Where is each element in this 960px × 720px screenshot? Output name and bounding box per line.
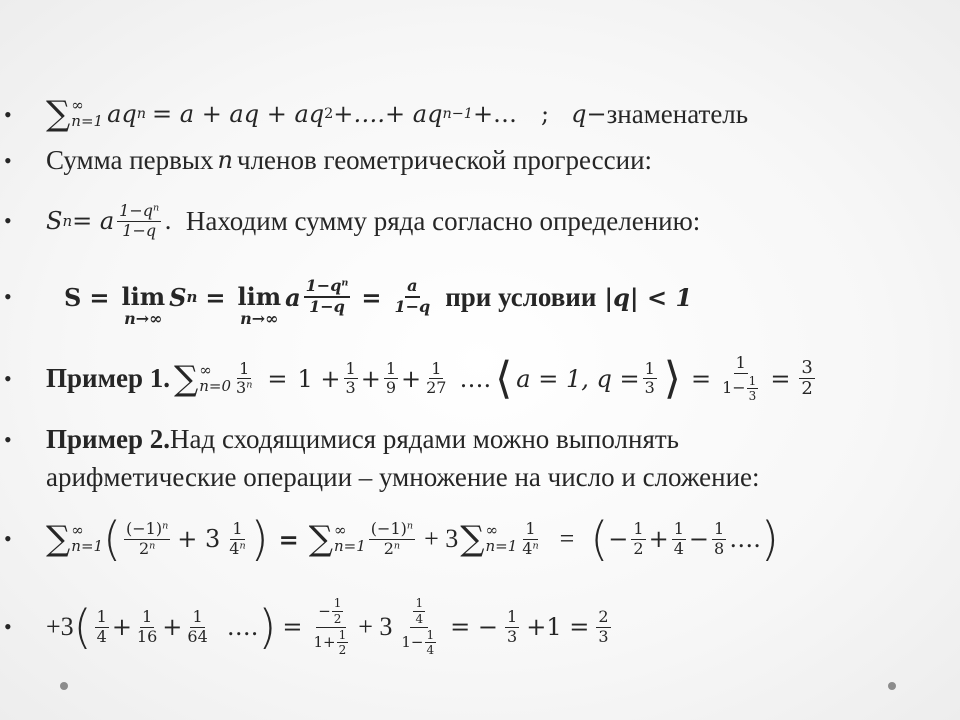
text-part-b: членов геометрической прогрессии:: [237, 144, 653, 175]
numerator-exponent: n: [341, 277, 349, 289]
fraction-numerator: 1: [142, 606, 153, 626]
sum-lower-limit: n=1: [71, 112, 104, 130]
limit-2: [237, 282, 281, 327]
fraction-denominator: 3: [644, 378, 655, 398]
q-symbol: q: [571, 100, 587, 128]
nested-fraction-half: [311, 597, 351, 656]
plus-three: + 3: [177, 525, 221, 553]
s-symbol: S: [64, 282, 82, 312]
example-1-row: [0, 342, 960, 416]
nested-denominator: 2: [333, 611, 342, 626]
plus-three: +3: [46, 612, 74, 641]
slide-nav-dot-right[interactable]: [888, 682, 896, 690]
expansion-c: +…: [472, 100, 518, 128]
fraction-numerator: 1: [192, 606, 203, 626]
minus: −: [688, 525, 709, 553]
fraction-numerator: 1: [239, 358, 250, 378]
ellipsis: ….: [459, 364, 492, 393]
bullet: •: [4, 148, 12, 173]
equals: =: [278, 524, 299, 554]
sum-lower-limit: n=0: [199, 376, 232, 395]
fraction-1-2: [631, 518, 645, 558]
limit-fraction: [304, 278, 351, 316]
denominator-prefix: 1+: [313, 632, 336, 651]
bullet: •: [4, 102, 12, 127]
fraction-1-4: [672, 518, 686, 558]
expansion-a: = a + aq + aq: [152, 100, 325, 128]
term-fraction: [234, 358, 254, 398]
dash: −: [586, 100, 607, 128]
term: aq: [107, 100, 137, 128]
fraction-denominator: 4: [229, 538, 240, 558]
sum-symbol-group: [46, 519, 104, 559]
nested-numerator: 1: [338, 627, 347, 642]
sum-symbol: ∑: [173, 358, 199, 399]
sum-lower-limit: n=1: [334, 537, 366, 555]
period: .: [164, 207, 172, 235]
fraction-3-2: [799, 356, 814, 400]
fraction-denominator: 8: [714, 538, 725, 558]
sum-symbol-group-3: [460, 519, 518, 559]
formula-row-final-result: [0, 584, 960, 670]
right-angle-bracket: ⟩: [663, 352, 681, 404]
fraction-numerator: 1: [385, 358, 397, 378]
fraction-denominator: 64: [187, 626, 208, 646]
lim-subscript: n→∞: [240, 308, 279, 328]
formula-row-series-definition: • ∑ ∞ n=1 aq n = a + aq + aq 2 +….+ aq n−1 +… ; q − знаменатель: [4, 94, 749, 134]
plus: +: [401, 364, 422, 393]
sn-subscript: n: [62, 212, 73, 230]
partial-sum-fraction: [117, 200, 161, 240]
plus-three-text: + 3: [358, 612, 393, 641]
fraction-denominator: 9: [385, 378, 397, 398]
fraction-q: [643, 358, 657, 398]
quarter-power-fraction-2: [520, 518, 540, 558]
fraction-2-3: [596, 606, 610, 646]
formula-row-partial-sum: [0, 192, 960, 250]
fraction-1-64: [185, 606, 209, 646]
nested-numerator: 1: [748, 373, 757, 388]
example-2-label: Пример 2.: [46, 423, 170, 454]
limit-1: [121, 282, 165, 327]
numerator-exponent: n: [162, 519, 169, 531]
fraction-numerator: 1: [644, 358, 655, 378]
bullet: •: [4, 526, 12, 551]
bullet: •: [4, 427, 12, 452]
sn-symbol: S: [169, 282, 187, 312]
equals: =: [559, 524, 575, 553]
left-paren: (: [73, 600, 92, 654]
fraction-denominator: 4: [673, 538, 684, 558]
fraction-1-27: [424, 358, 448, 398]
denominator-exponent: n: [393, 539, 401, 551]
alternating-fraction: [124, 518, 170, 558]
minus-sign: −: [318, 601, 331, 620]
equals-3: =: [361, 282, 382, 312]
nested-denominator: 3: [748, 389, 757, 404]
fraction-denominator: 3: [598, 626, 609, 646]
nested-denominator: 4: [415, 611, 424, 626]
sum-symbol: ∑: [46, 94, 71, 134]
sum-symbol: ∑: [46, 519, 71, 559]
result-fraction: [392, 278, 432, 316]
minus: −: [608, 525, 629, 553]
plus: +: [360, 364, 381, 393]
example-2-text: Над сходящимися рядами можно выполнять: [169, 423, 679, 454]
denominator-word: знаменатель: [606, 98, 749, 129]
n-symbol: n: [217, 146, 233, 174]
semicolon: ;: [541, 100, 550, 128]
bullet: •: [4, 366, 12, 391]
right-paren: ): [250, 512, 269, 566]
nested-fraction-quarter: [399, 597, 439, 656]
fraction-numerator: 1: [714, 518, 725, 538]
denominator-prefix: 1−: [401, 632, 424, 651]
fraction-denominator: 2: [138, 538, 150, 558]
sum-symbol: ∑: [308, 519, 334, 559]
sum-upper-limit: ∞: [334, 521, 347, 540]
quarter-power-fraction: [227, 518, 247, 558]
fraction-denominator: 1−q: [122, 220, 157, 240]
text-row-partial-sum-intro: [0, 140, 960, 180]
fraction-geometric-sum: [720, 355, 761, 403]
fraction-1-8: [712, 518, 726, 558]
fraction-numerator: 1: [525, 518, 536, 538]
plus: +: [162, 613, 183, 641]
fraction-numerator: 1: [633, 518, 644, 538]
fraction-denominator: 4: [96, 626, 107, 646]
ellipsis: ….: [729, 525, 761, 553]
condition: a = 1, q =: [516, 364, 640, 393]
bullet: •: [4, 614, 12, 639]
right-paren: ): [760, 512, 779, 566]
equals-a: = a: [72, 207, 115, 235]
fraction-numerator: 1: [96, 606, 107, 626]
denominator-exponent: n: [246, 379, 253, 391]
slide-nav-dot-left[interactable]: [60, 682, 68, 690]
bullet: •: [4, 284, 12, 309]
example-2-continuation: [0, 458, 960, 496]
fraction-numerator: 2: [598, 606, 609, 626]
numerator-exponent: n: [406, 519, 414, 531]
fraction-numerator: 3: [801, 356, 813, 378]
sum-upper-limit: ∞: [485, 521, 499, 540]
denominator-exponent: n: [149, 539, 156, 551]
fraction-denominator: 2: [801, 378, 813, 400]
sum-lower-limit: n=1: [485, 537, 518, 555]
lim-word: lim: [121, 281, 166, 311]
equals-minus: = −: [450, 613, 499, 641]
fraction-denominator: 1−q: [309, 297, 345, 316]
fraction-numerator: 1−q: [305, 276, 342, 296]
nested-denominator: 2: [338, 643, 347, 658]
fraction-numerator: 1: [232, 518, 243, 538]
fraction-denominator: 2: [633, 538, 644, 558]
fraction-1-4: [95, 606, 109, 646]
ellipsis: ….: [226, 613, 259, 641]
equals-1: =: [89, 282, 110, 312]
fraction-numerator: 1: [507, 606, 518, 626]
condition-text: при условии: [445, 281, 597, 312]
condition-math: |q| < 1: [604, 282, 693, 312]
fraction-denominator: 3: [236, 378, 247, 398]
equals: =: [282, 613, 303, 641]
sum-symbol: ∑: [460, 519, 485, 559]
plus: +: [648, 525, 669, 553]
nested-denominator: 4: [426, 643, 435, 658]
fraction-numerator: 1: [673, 518, 684, 538]
left-paren: (: [590, 512, 609, 566]
numerator-exponent: n: [153, 201, 160, 213]
fraction-1-3: [344, 358, 358, 398]
fraction-denominator: 1−q: [394, 297, 431, 316]
definition-text: Находим сумму ряда согласно определению:: [185, 205, 701, 236]
lim-subscript: n→∞: [124, 308, 163, 328]
plus-three-text: + 3: [424, 524, 459, 553]
one-plus: 1 +: [297, 364, 341, 393]
fraction-denominator: 3: [507, 626, 518, 646]
sum-lower-limit: n=1: [71, 537, 104, 555]
formula-row-series-sum-limit: [0, 264, 960, 330]
fraction-numerator: a: [405, 278, 419, 298]
left-angle-bracket: ⟨: [495, 352, 513, 404]
nested-numerator: 1: [415, 596, 424, 611]
sum-upper-limit: ∞: [71, 96, 84, 115]
fraction-denominator: 2: [383, 538, 394, 558]
fraction-numerator: 1: [431, 358, 442, 378]
denominator-exponent: n: [532, 539, 539, 551]
fraction-denominator: 3: [345, 378, 356, 398]
right-paren: ): [258, 600, 277, 654]
equals: =: [690, 364, 712, 393]
fraction-denominator: 27: [426, 378, 447, 398]
nested-numerator: 1: [333, 596, 342, 611]
fraction-1-9: [384, 358, 398, 398]
fraction-numerator: (−1): [126, 518, 163, 538]
continuation-text: арифметические операции – умножение на число и сложение:: [46, 461, 760, 492]
equals-2: =: [205, 282, 226, 312]
plus-one-equals: +1 =: [526, 613, 590, 641]
fraction-1-3: [505, 606, 519, 646]
text-part-a: Сумма первых: [46, 144, 214, 175]
fraction-numerator: (−1): [370, 518, 407, 538]
fraction-1-16: [135, 606, 159, 646]
fraction-numerator: 1−q: [119, 200, 153, 220]
alternating-fraction-2: [369, 518, 415, 558]
example-2-row: [0, 420, 960, 458]
denominator-prefix: 1−: [722, 378, 746, 398]
equals: =: [267, 364, 288, 393]
sum-symbol-group: [173, 358, 232, 399]
sum-symbol-group: [46, 94, 104, 134]
denominator-exponent: n: [239, 539, 246, 551]
fraction-denominator: 4: [522, 538, 533, 558]
sum-symbol-group-2: [308, 519, 366, 559]
fraction-numerator: 1: [345, 358, 356, 378]
left-paren: (: [103, 512, 122, 566]
a-symbol: a: [285, 282, 301, 312]
formula-row-series-operations: [0, 506, 960, 572]
example-1-label: Пример 1.: [46, 363, 170, 394]
sum-upper-limit: ∞: [71, 521, 84, 540]
sum-upper-limit: ∞: [199, 361, 212, 380]
fraction-denominator: 16: [136, 626, 158, 646]
expansion-b: +….+ aq: [333, 100, 443, 128]
fraction-numerator: 1: [735, 353, 746, 372]
lim-word: lim: [237, 281, 282, 311]
sn-subscript: n: [186, 288, 198, 306]
equals: =: [770, 364, 791, 393]
bullet: •: [4, 208, 12, 233]
nested-numerator: 1: [426, 627, 435, 642]
plus: +: [111, 613, 132, 641]
sn-symbol: S: [46, 207, 63, 235]
